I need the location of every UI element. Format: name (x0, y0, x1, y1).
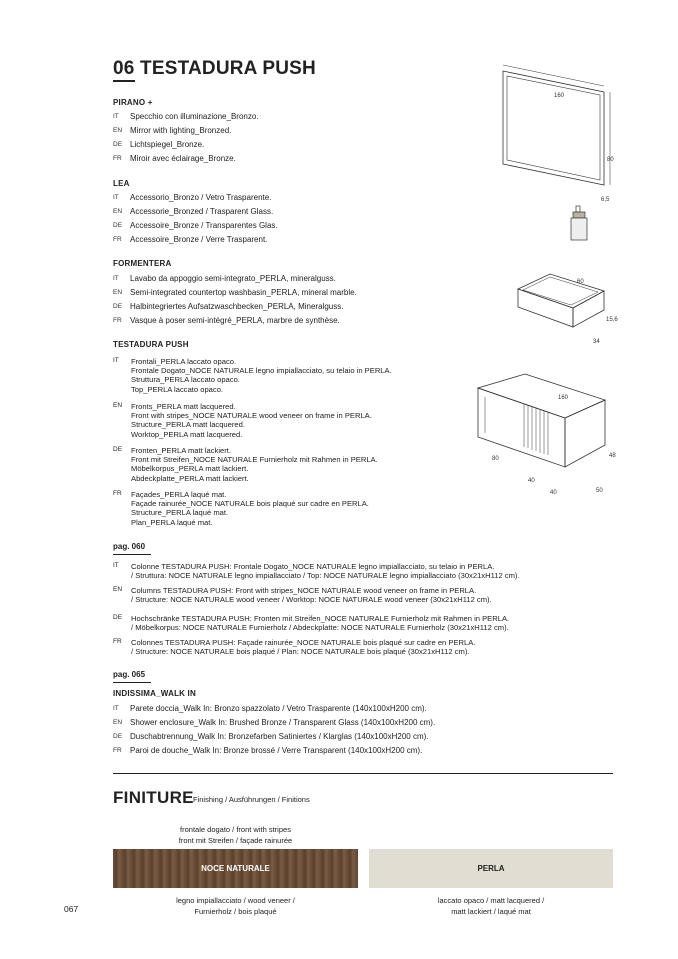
page-ref-065: pag. 065 (113, 670, 146, 679)
section-formentera: FORMENTERA (113, 259, 172, 268)
list-item: DE Duschabtrennung_Walk In: Bronzefarben Satiniertes / Klarglas (140x100xH200 cm). (113, 732, 429, 741)
list-item: EN Semi-integrated countertop washbasin_PERLA, mineral marble. (113, 288, 357, 297)
list-item: FR Vasque à poser semi-intégré_PERLA, marbre de synthèse. (113, 316, 340, 325)
section-testadura: TESTADURA PUSH (113, 340, 189, 349)
page-number: 067 (64, 904, 79, 914)
swatch-top-caption: frontale dogato / front with stripes front mit Streifen / façade rainurée (178, 825, 293, 845)
dim-cabinet-bottom: 40 (550, 490, 557, 496)
swatch-perla-label: PERLA (477, 864, 505, 873)
dim-cabinet-h: 48 (609, 453, 616, 459)
section-pirano: PIRANO + (113, 98, 153, 107)
spec-block-fr: FR Façades_PERLA laqué mat. Façade rainurée_NOCE NATURALE bois plaqué sur cadre en PERLA. Structure_PERLA laqué mat. Plan_PERLA laqué mat. (113, 490, 369, 527)
dim-cabinet-mid: 40 (528, 478, 535, 484)
mirror-drawing (503, 65, 610, 185)
swatch-noce-caption: legno impiallacciato / wood veneer / Furnierholz / bois plaqué (176, 896, 295, 916)
dim-cabinet-d: 50 (596, 488, 603, 494)
finiture-divider (113, 773, 613, 774)
spec-block-it: IT Frontali_PERLA laccato opaco. Frontale Dogato_NOCE NATURALE legno impiallacciato, su telaio in PERLA. Struttura_PERLA laccato opaco. Top_PERLA laccato opaco. (113, 357, 392, 394)
list-item: FR Paroi de douche_Walk In: Bronze brossé / Verre Transparent (140x100xH200 cm). (113, 746, 423, 755)
page-ref-060: pag. 060 (113, 542, 146, 551)
pag060-en: EN Columns TESTADURA PUSH: Front with stripes_NOCE NATURALE wood veneer on frame in PERLA. / Structure: NOCE NATURALE wood veneer / Worktop: NOCE NATURALE wood veneer (30x21xH112 cm). (113, 586, 492, 605)
dim-cabinet-w: 160 (558, 395, 569, 401)
list-item: DE Accessoire_Bronze / Transparentes Glas. (113, 221, 278, 230)
dim-mirror-d: 6,5 (601, 197, 610, 203)
spec-block-en: EN Fronts_PERLA matt lacquered. Front with stripes_NOCE NATURALE wood veneer on frame in PERLA. Structure_PERLA matt lacquered. Worktop_PERLA matt lacquered. (113, 402, 372, 439)
dispenser-drawing (571, 206, 587, 240)
swatch-noce-label: NOCE NATURALE (201, 864, 270, 873)
pag060-de: DE Hochschränke TESTADURA PUSH: Fronten mit Streifen_NOCE NATURALE Furnierholz mit Rahmen in PERLA. / Möbelkorpus: NOCE NATURALE Furnierholz / Abdeckplatte: NOCE NATURALE Furnierholz (30x21xH112 cm). (113, 614, 510, 633)
divider (113, 682, 151, 683)
dim-basin-w: 60 (577, 279, 584, 285)
list-item: EN Mirror with lighting_Bronzed. (113, 126, 232, 135)
cabinet-drawing (478, 374, 605, 467)
list-item: IT Lavabo da appoggio semi-integrato_PERLA, mineralguss. (113, 274, 336, 283)
finiture-subtitle: Finishing / Ausführungen / Finitions (193, 795, 310, 804)
title-number: 06 (113, 58, 135, 82)
list-item: DE Lichtspiegel_Bronze. (113, 140, 205, 149)
list-item: IT Parete doccia_Walk In: Bronzo spazzolato / Vetro Trasparente (140x100xH200 cm). (113, 704, 427, 713)
list-item: FR Miroir avec éclairage_Bronze. (113, 154, 236, 163)
list-item: FR Accessoire_Bronze / Verre Trasparent. (113, 235, 268, 244)
section-lea: LEA (113, 179, 130, 188)
finiture-title: FINITURE (113, 788, 194, 807)
title-text: TESTADURA PUSH (140, 58, 316, 79)
dim-cabinet-left: 80 (492, 456, 499, 462)
dim-basin-h: 15,6 (606, 317, 618, 323)
pag060-fr: FR Colonnes TESTADURA PUSH: Façade rainurée_NOCE NATURALE bois plaqué sur cadre en PERLA. / Structure: NOCE NATURALE bois plaqué / Plan: NOCE NATURALE bois plaqué (30x21xH112 cm). (113, 638, 476, 657)
spec-block-de: DE Fronten_PERLA matt lackiert. Front mit Streifen_NOCE NATURALE Furnierholz mit Rahmen in PERLA. Möbelkorpus_PERLA matt lackiert. Abdeckplatte_PERLA matt lackiert. (113, 446, 378, 483)
swatch-perla-caption: laccato opaco / matt lacquered / matt lackiert / laqué mat (437, 896, 545, 916)
pag060-it: IT Colonne TESTADURA PUSH: Frontale Dogato_NOCE NATURALE legno impiallacciato, su telaio in PERLA. / Struttura: NOCE NATURALE legno impiallacciato / Top: NOCE NATURALE legno impiallacciato (30x21xH112 cm). (113, 562, 520, 581)
list-item: DE Halbintegriertes Aufsatzwaschbecken_PERLA, Mineralguss. (113, 302, 344, 311)
swatch-perla (369, 849, 613, 888)
swatch-noce-naturale (113, 849, 358, 888)
dim-mirror-w: 160 (554, 93, 565, 99)
section-indissima: INDISSIMA_WALK IN (113, 689, 196, 698)
list-item: EN Accessorie_Bronzed / Trasparent Glass. (113, 207, 274, 216)
list-item: EN Shower enclosure_Walk In: Brushed Bronze / Transparent Glass (140x100xH200 cm). (113, 718, 436, 727)
list-item: IT Specchio con illuminazione_Bronzo. (113, 112, 259, 121)
dim-basin-d: 34 (593, 339, 600, 345)
product-drawings (470, 55, 620, 505)
page-title (113, 58, 316, 80)
basin-drawing (518, 274, 604, 327)
divider (113, 554, 151, 555)
dim-mirror-h: 80 (607, 157, 614, 163)
list-item: IT Accessorio_Bronzo / Vetro Trasparente. (113, 193, 272, 202)
